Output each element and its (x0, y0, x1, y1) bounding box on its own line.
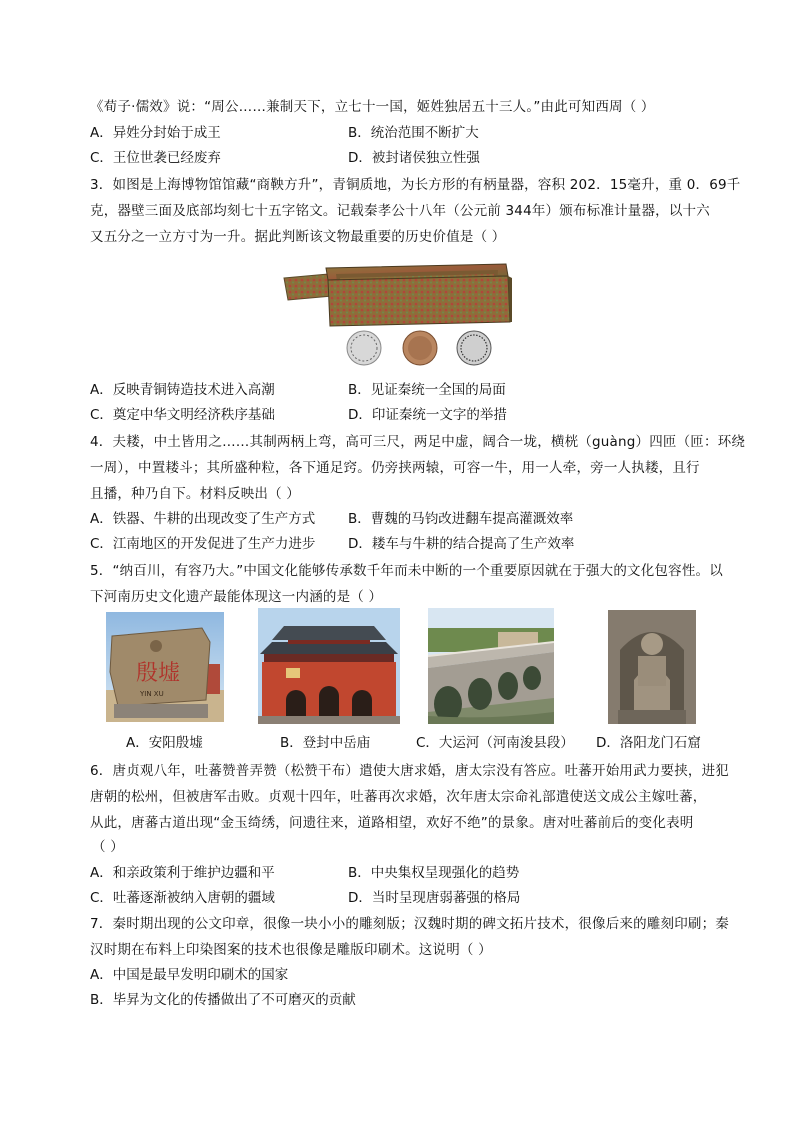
q3-option-d: D．印证秦统一文字的举措 (348, 407, 507, 423)
q4-line-1: 4．夫耧，中土皆用之……其制两柄上弯，高可三尺，两足中虚，阔合一垅，横桄（guàng）四匝（匝：环绕 (90, 434, 746, 450)
q2-option-d: D．被封诸侯独立性强 (348, 150, 480, 166)
q5-caption-c: C．大运河（河南浚县段） (416, 735, 574, 751)
q7-option-b: B．毕昇为文化的传播做出了不可磨灭的贡献 (90, 992, 356, 1008)
q6-option-d: D．当时呈现唐弱蕃强的格局 (348, 890, 521, 906)
q6-option-a: A．和亲政策利于维护边疆和平 (90, 865, 275, 881)
q4-option-c: C．江南地区的开发促进了生产力进步 (90, 536, 316, 552)
q5-line-1: 5．“纳百川，有容乃大。”中国文化能够传承数千年而未中断的一个重要原因就在于强大的文化包容性。以 (90, 563, 723, 579)
grand-canal-photo (428, 608, 554, 724)
q6-option-c: C．吐蕃逐渐被纳入唐朝的疆域 (90, 890, 275, 906)
shang-yang-fangsheng-image (282, 260, 514, 368)
q7-line-2: 汉时期在布料上印染图案的技术也很像是雕版印刷术。这说明（ ） (90, 942, 492, 958)
yinxu-stone-latin: YIN XU (140, 690, 164, 698)
q6-option-b: B．中央集权呈现强化的趋势 (348, 865, 520, 881)
q4-option-a: A．铁器、牛耕的出现改变了生产方式 (90, 511, 316, 527)
q3-option-a: A．反映青铜铸造技术进入高潮 (90, 382, 275, 398)
q7-option-a: A．中国是最早发明印刷术的国家 (90, 967, 289, 983)
zhongyue-temple-photo (258, 608, 400, 724)
q3-option-c: C．奠定中华文明经济秩序基础 (90, 407, 275, 423)
longmen-grottoes-photo (608, 610, 696, 724)
q6-line-4: （ ） (92, 839, 124, 855)
q2-option-c: C．王位世袭已经废弃 (90, 150, 221, 166)
q3-line-1: 3．如图是上海博物馆馆藏“商鞅方升”，青铜质地，为长方形的有柄量器，容积 202．15毫升，重 0．69千 (90, 177, 741, 193)
q5-caption-b: B．登封中岳庙 (280, 735, 371, 751)
q2-option-b: B．统治范围不断扩大 (348, 125, 479, 141)
q4-line-3: 且播，种乃自下。材料反映出（ ） (90, 486, 300, 502)
q6-line-2: 唐朝的松州，但被唐军击败。贞观十四年，吐蕃再次求婚，次年唐太宗命礼部遣使送文成公主嫁吐蕃， (90, 789, 707, 805)
q3-option-b: B．见证秦统一全国的局面 (348, 382, 506, 398)
yinxu-photo (106, 612, 224, 722)
q6-line-3: 从此，唐蕃古道出现“金玉绮绣，问遗往来，道路相望，欢好不绝”的景象。唐对吐蕃前后的变化表明 (90, 815, 694, 831)
q2-option-a: A．异姓分封始于成王 (90, 125, 221, 141)
q4-line-2: 一周），中置耧斗；其所盛种粒，各下通足窍。仍旁挟两辕，可容一牛，用一人牵，旁一人执耧，且行 (90, 460, 700, 476)
q5-caption-a: A．安阳殷墟 (126, 735, 203, 751)
q5-caption-d: D．洛阳龙门石窟 (596, 735, 701, 751)
yinxu-stone-characters: 殷墟 (136, 661, 181, 686)
q3-line-2: 克，器壁三面及底部均刻七十五字铭文。记载秦孝公十八年（公元前 344年）颁布标准计量器，以十六 (90, 203, 710, 219)
q5-line-2: 下河南历史文化遗产最能体现这一内涵的是（ ） (90, 589, 383, 605)
q7-line-1: 7．秦时期出现的公文印章，很像一块小小的雕刻版；汉魏时期的碑文拓片技术，很像后来的雕刻印刷；秦 (90, 916, 729, 932)
q6-line-1: 6．唐贞观八年，吐蕃赞普弄赞（松赞干布）遣使大唐求婚，唐太宗没有答应。吐蕃开始用武力要挟，进犯 (90, 763, 729, 779)
q3-line-3: 又五分之一立方寸为一升。据此判断该文物最重要的历史价值是（ ） (90, 229, 506, 245)
q4-option-b: B．曹魏的马钧改进翻车提高灌溉效率 (348, 511, 574, 527)
q2-stem: 《荀子·儒效》说：“周公……兼制天下，立七十一国，姬姓独居五十三人。”由此可知西周（ ） (90, 99, 655, 115)
q4-option-d: D．耧车与牛耕的结合提高了生产效率 (348, 536, 575, 552)
